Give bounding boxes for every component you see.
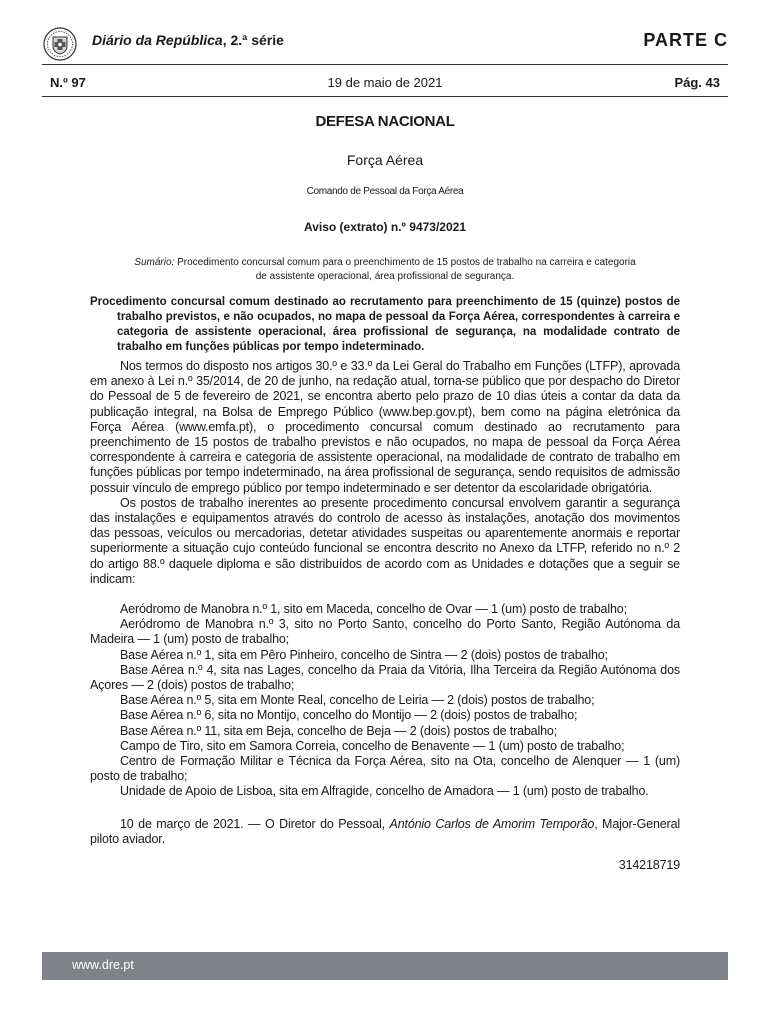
unit-item: Aeródromo de Manobra n.º 3, sito no Porto Santo, concelho do Porto Santo, Região Autónoma da Madeira — 1 (um) posto de trabalho; (90, 617, 680, 647)
coat-of-arms-icon (42, 26, 78, 62)
issue-number: N.º 97 (50, 75, 86, 90)
unit-item: Base Aérea n.º 11, sita em Beja, concelho de Beja — 2 (dois) postos de trabalho; (120, 723, 558, 738)
part-label: PARTE C (643, 30, 728, 50)
unit-item: Unidade de Apoio de Lisboa, sita em Alfragide, concelho de Amadora — 1 (um) posto de trabalho. (120, 784, 649, 799)
signatory-name: António Carlos de Amorim Temporão (389, 816, 595, 831)
header-rule (42, 64, 728, 65)
notice-title: Aviso (extrato) n.º 9473/2021 (303, 220, 466, 234)
document-body (90, 359, 680, 873)
meta-rule (42, 96, 728, 97)
unit-item: Base Aérea n.º 6, sita no Montijo, concelho do Montijo — 2 (dois) postos de trabalho; (120, 708, 578, 723)
publication-title: Diário da República, 2.ª série (92, 32, 284, 48)
page-header (42, 26, 728, 62)
unit-item: Centro de Formação Militar e Técnica da Força Aérea, sito na Ota, concelho de Alenquer — 1 (um) posto de trabalho; (90, 754, 680, 784)
paragraph: Os postos de trabalho inerentes ao presente procedimento concursal envolvem garantir a segurança das instalações e equipamentos através do controlo de acesso às instalações, anotação dos movimentos das pessoas, veículos ou mercadorias, detetar atividades suspeitas ou aparentemente anormais e reportar superiormente a situação cujo conteúdo funcional se encontra descrito no Anexo da LTFP, referido no n.º 2 do artigo 88.º daquele diploma e são distribuídos de acordo com as Unidades e dotações que a seguir se indicam: (90, 495, 680, 586)
signature-suffix: , Major-General piloto aviador. (90, 816, 680, 846)
unit-item: Base Aérea n.º 4, sita nas Lages, concelho da Praia da Vitória, Ilha Terceira da Região Autónoma dos Açores — 2 (dois) postos de trabalho; (90, 662, 680, 693)
unit-item: Campo de Tiro, sito em Samora Correia, concelho de Benavente — 1 (um) posto de trabalho; (120, 738, 625, 753)
page-number: Pág. 43 (674, 75, 720, 90)
unit-item: Base Aérea n.º 1, sita em Pêro Pinheiro, concelho de Sintra — 2 (dois) postos de trabalho; (120, 647, 608, 662)
organization-title: Força Aérea (346, 152, 424, 168)
procedure-heading: Procedimento concursal comum destinado ao recrutamento para preenchimento de 15 (quinze) postos de trabalho previstos, e não ocupados, no mapa de pessoal da Força Aérea, correspondentes à carreira e categoria de assistente operacional, área profissional de segurança, na modalidade contrato de trabalho em funções públicas por tempo indeterminado. (90, 296, 680, 353)
summary-label: Sumário: (134, 257, 175, 268)
document-code: 314218719 (618, 858, 680, 873)
page-footer (42, 952, 728, 980)
publication-series: , 2.ª série (222, 32, 284, 48)
paragraph: Nos termos do disposto nos artigos 30.º e 33.º da Lei Geral do Trabalho em Funções (LTFP), aprovada em anexo à Lei n.º 35/2014, de 20 de junho, na redação atual, torna-se público que por despacho do Diretor do Pessoal de 5 de fevereiro de 2021, se encontra aberto pelo prazo de 10 dias úteis a contar da data da publicação integral, na Bolsa de Emprego Público (www.bep.gov.pt), bem como na página eletrónica da Força Aérea (www.emfa.pt), o procedimento concursal comum destinado ao recrutamento para preenchimento de 15 postos de trabalho previstos e não ocupados, no mapa de pessoal da Força Aérea correspondente à carreira e categoria de assistente operacional, na modalidade de contrato de trabalho em funções públicas por tempo indeterminado, na área profissional de segurança, sendo requisitos de admissão possuir vínculo de emprego público por tempo indeterminado e ser detentor da escolaridade obrigatória. (90, 359, 680, 495)
summary-text: Procedimento concursal comum para o preenchimento de 15 postos de trabalho na carreira e categoria de assistente operacional, área profissional de segurança. (174, 257, 636, 282)
summary (90, 256, 680, 284)
signature (90, 817, 680, 847)
unit-item: Aeródromo de Manobra n.º 1, sito em Maceda, concelho de Ovar — 1 (um) posto de trabalho; (120, 602, 627, 617)
issue-meta (50, 75, 720, 93)
sub-organization-title: Comando de Pessoal da Força Aérea (306, 186, 464, 197)
section-title: DEFESA NACIONAL (315, 113, 455, 130)
signature-prefix: 10 de março de 2021. — O Diretor do Pessoal, (120, 816, 390, 831)
issue-date: 19 de maio de 2021 (327, 75, 443, 90)
unit-item: Base Aérea n.º 5, sita em Monte Real, concelho de Leiria — 2 (dois) postos de trabalho; (120, 693, 595, 708)
footer-link[interactable]: www.dre.pt (72, 958, 134, 972)
